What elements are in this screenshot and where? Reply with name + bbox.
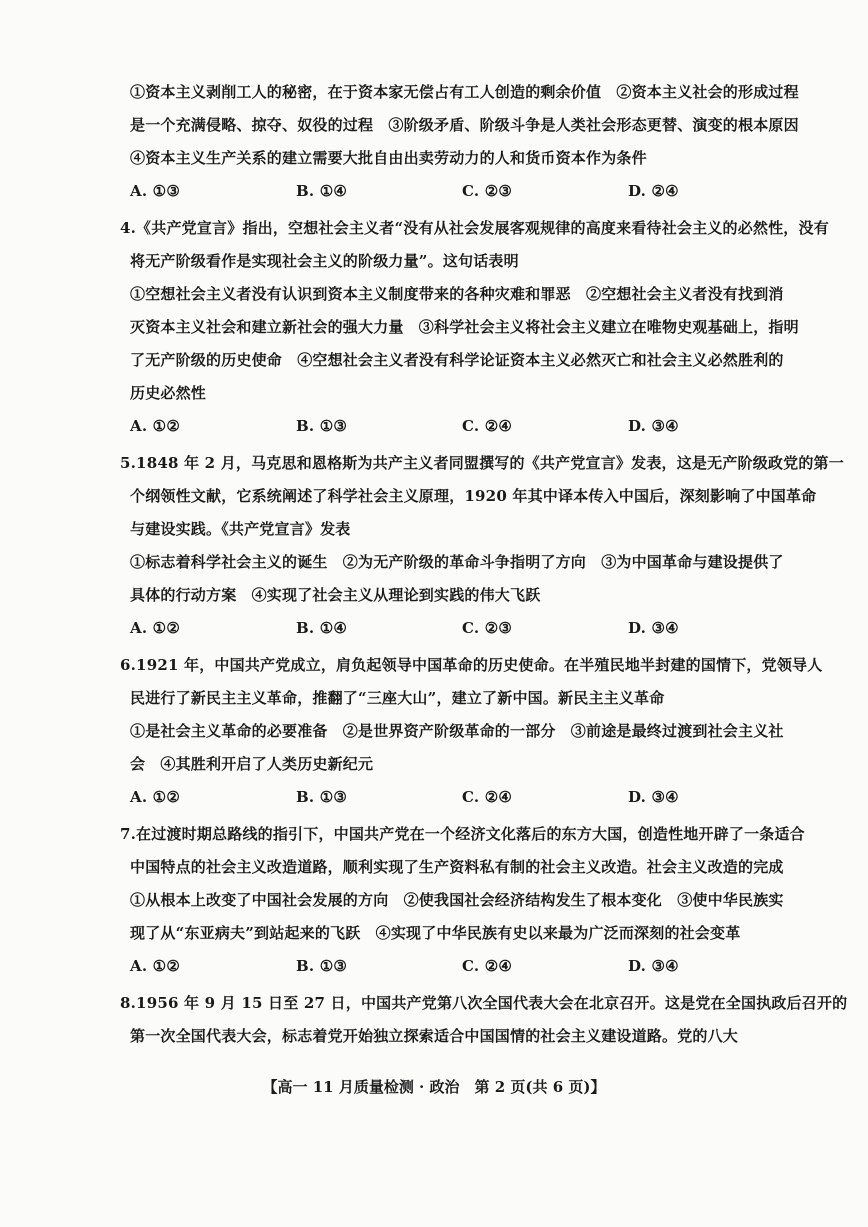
q6-line-4: 会 ④其胜利开启了人类历史新纪元 [130, 755, 374, 773]
q5-option-a[interactable]: A. ①② [130, 619, 180, 637]
q3-option-d[interactable]: D. ②④ [628, 182, 679, 200]
q3-option-a[interactable]: A. ①③ [130, 182, 180, 200]
q8-line-1: 8.1956 年 9 月 15 日至 27 日，中国共产党第八次全国代表大会在北京召开。这是党在全国执政后召开的 [120, 994, 848, 1012]
q3-option-b[interactable]: B. ①④ [296, 182, 348, 200]
q7-option-d[interactable]: D. ③④ [628, 957, 679, 975]
q3-line-2: 是一个充满侵略、掠夺、奴役的过程 ③阶级矛盾、阶级斗争是人类社会形态更替、演变的根本原因 [130, 116, 799, 134]
q4-line-4: 灭资本主义社会和建立新社会的强大力量 ③科学社会主义将社会主义建立在唯物史观基础上，指明 [130, 318, 799, 336]
q5-options [130, 612, 778, 645]
q6-line-3: ①是社会主义革命的必要准备 ②是世界资产阶级革命的一部分 ③前途是最终过渡到社会主义社 [130, 722, 784, 740]
page-footer: 【高一 11 月质量检测 · 政治 第 2 页(共 6 页)】 [262, 1078, 606, 1096]
q6-line-1: 6.1921 年，中国共产党成立，肩负起领导中国革命的历史使命。在半殖民地半封建的国情下，党领导人 [120, 656, 823, 674]
q4-option-b[interactable]: B. ①③ [296, 417, 348, 435]
q5-line-5: 具体的行动方案 ④实现了社会主义从理论到实践的伟大飞跃 [130, 586, 541, 604]
question-6 [120, 649, 823, 814]
q7-option-b[interactable]: B. ①③ [296, 957, 348, 975]
q4-option-d[interactable]: D. ③④ [628, 417, 679, 435]
question-3 [130, 76, 799, 208]
question-5 [120, 447, 844, 645]
q4-option-a[interactable]: A. ①② [130, 417, 180, 435]
q5-line-4: ①标志着科学社会主义的诞生 ②为无产阶级的革命斗争指明了方向 ③为中国革命与建设提供了 [130, 553, 784, 571]
q6-option-c[interactable]: C. ②④ [462, 788, 513, 806]
q7-line-1: 7.在过渡时期总路线的指引下，中国共产党在一个经济文化落后的东方大国，创造性地开辟了一条适合 [120, 825, 805, 843]
question-7 [120, 818, 805, 983]
q6-option-b[interactable]: B. ①③ [296, 788, 348, 806]
q7-line-2: 中国特点的社会主义改造道路，顺利实现了生产资料私有制的社会主义改造。社会主义改造的完成 [130, 858, 784, 876]
q7-option-a[interactable]: A. ①② [130, 957, 180, 975]
q4-options [130, 410, 778, 443]
q3-option-c[interactable]: C. ②③ [462, 182, 513, 200]
q5-option-c[interactable]: C. ②③ [462, 619, 513, 637]
q5-option-b[interactable]: B. ①④ [296, 619, 348, 637]
q6-option-d[interactable]: D. ③④ [628, 788, 679, 806]
q4-line-3: ①空想社会主义者没有认识到资本主义制度带来的各种灾难和罪恶 ②空想社会主义者没有找到消 [130, 285, 784, 303]
q5-option-d[interactable]: D. ③④ [628, 619, 679, 637]
q5-line-3: 与建设实践。《共产党宣言》发表 [130, 520, 351, 538]
question-8 [120, 987, 848, 1053]
q7-options [130, 950, 778, 983]
q6-options [130, 781, 778, 814]
q5-line-2: 个纲领性文献，它系统阐述了科学社会主义原理，1920 年其中译本传入中国后，深刻影响了中国革命 [130, 487, 817, 505]
q8-line-2: 第一次全国代表大会，标志着党开始独立探索适合中国国情的社会主义建设道路。党的八大 [130, 1027, 739, 1045]
q7-line-4: 现了从“东亚病夫”到站起来的飞跃 ④实现了中华民族有史以来最为广泛而深刻的社会变革 [130, 924, 741, 942]
q4-line-6: 历史必然性 [130, 384, 207, 402]
q7-option-c[interactable]: C. ②④ [462, 957, 513, 975]
q3-line-3: ④资本主义生产关系的建立需要大批自由出卖劳动力的人和货币资本作为条件 [130, 149, 647, 167]
question-4 [120, 212, 829, 443]
q6-option-a[interactable]: A. ①② [130, 788, 180, 806]
q4-line-2: 将无产阶级看作是实现社会主义的阶级力量”。这句话表明 [130, 252, 519, 270]
q3-line-1: ①资本主义剥削工人的秘密，在于资本家无偿占有工人创造的剩余价值 ②资本主义社会的形成过程 [130, 83, 799, 101]
question-content [120, 76, 848, 1053]
q4-line-5: 了无产阶级的历史使命 ④空想社会主义者没有科学论证资本主义必然灭亡和社会主义必然胜利的 [130, 351, 784, 369]
q7-line-3: ①从根本上改变了中国社会发展的方向 ②使我国社会经济结构发生了根本变化 ③使中华民族实 [130, 891, 784, 909]
q6-line-2: 民进行了新民主主义革命，推翻了“三座大山”，建立了新中国。新民主主义革命 [130, 689, 665, 707]
q3-options [130, 175, 778, 208]
q4-option-c[interactable]: C. ②④ [462, 417, 513, 435]
q4-line-1: 4.《共产党宣言》指出，空想社会主义者“没有从社会发展客观规律的高度来看待社会主义的必然性，没有 [120, 219, 829, 237]
q5-line-1: 5.1848 年 2 月，马克思和恩格斯为共产主义者同盟撰写的《共产党宣言》发表，这是无产阶级政党的第一 [120, 454, 844, 472]
